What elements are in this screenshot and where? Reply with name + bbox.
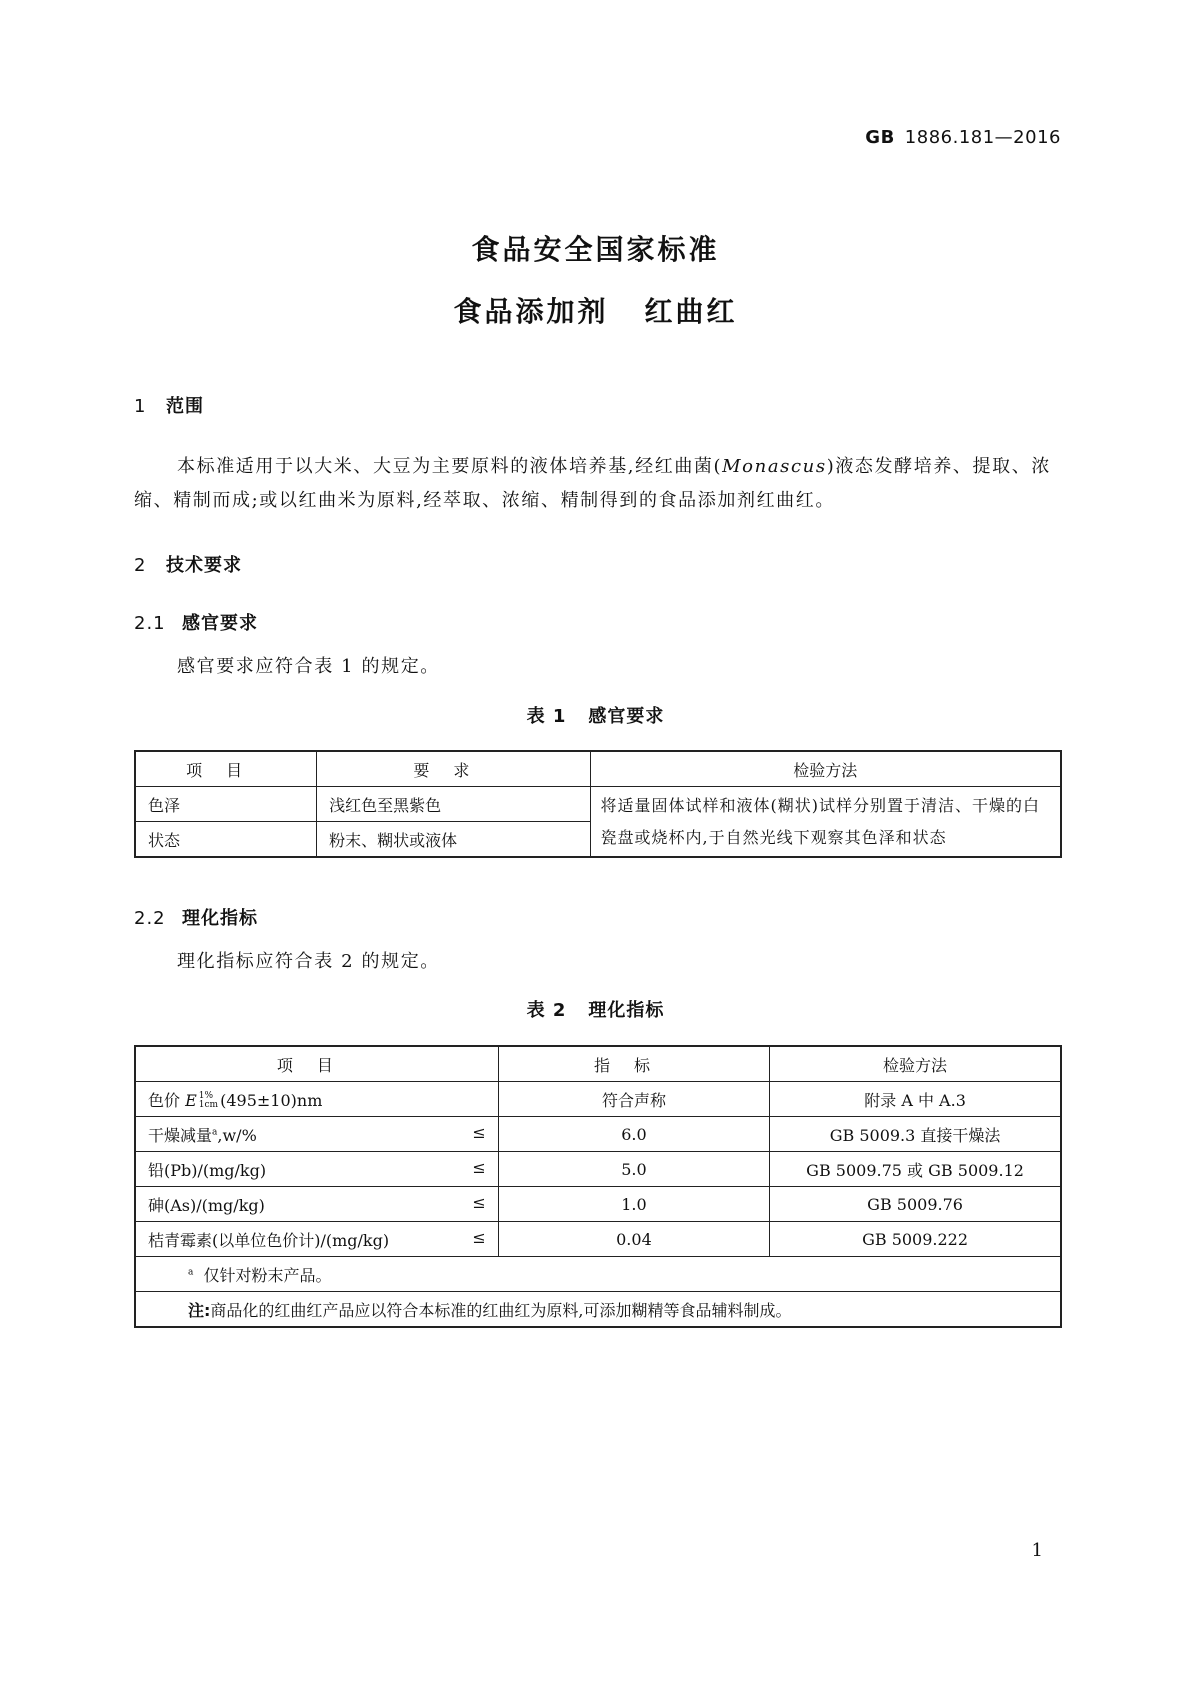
table-1-sensory	[134, 750, 1062, 858]
section-2-1-heading	[134, 609, 258, 635]
standard-code-number: 1886.181—2016	[904, 127, 1061, 148]
table-cell-value: 1.0	[498, 1187, 769, 1222]
table-row	[135, 1152, 1061, 1187]
table-2-caption: 表 2 理化指标	[526, 1000, 665, 1021]
table-cell-item: 色价 E 1% 1cm (495±10)nm	[135, 1082, 498, 1117]
section-2-2-heading	[134, 904, 258, 930]
table-row	[135, 1117, 1061, 1152]
table-2-header-row	[135, 1046, 1061, 1082]
less-equal-symbol: ≤	[472, 1228, 486, 1247]
table-1-caption: 表 1 感官要求	[526, 706, 665, 727]
document-subtitle	[0, 290, 1191, 330]
table-cell-value: 0.04	[498, 1222, 769, 1257]
table-cell-method: GB 5009.222	[770, 1222, 1061, 1257]
table-row	[135, 787, 1061, 822]
subtitle-part-b: 红曲红	[644, 295, 738, 328]
section-1-number: 1	[134, 396, 147, 417]
subtitle-part-a: 食品添加剂	[453, 295, 609, 328]
less-equal-symbol: ≤	[472, 1123, 486, 1142]
section-2-2-number: 2.2	[134, 908, 166, 929]
standard-code-prefix: GB	[865, 127, 895, 148]
section-2-1-title: 感官要求	[182, 613, 258, 634]
table-cell-requirement: 浅红色至黑紫色	[317, 787, 590, 822]
standard-code	[865, 127, 1061, 148]
table-cell-value: 6.0	[498, 1117, 769, 1152]
table-2-header-index: 指标	[498, 1046, 769, 1082]
table-cell-value: 符合声称	[498, 1082, 769, 1117]
less-equal-symbol: ≤	[472, 1193, 486, 1212]
table-2-footnote: $^a$ 仅针对粉末产品。	[135, 1257, 1061, 1292]
table-1-header-method: 检验方法	[590, 751, 1061, 787]
page-number: 1	[1031, 1540, 1043, 1561]
table-cell-item: 色泽	[135, 787, 317, 822]
table-cell-method: GB 5009.75 或 GB 5009.12	[770, 1152, 1061, 1187]
section-1-heading	[134, 392, 204, 418]
table-cell-value: 5.0	[498, 1152, 769, 1187]
table-cell-method: GB 5009.3 直接干燥法	[770, 1117, 1061, 1152]
section-1-paragraph: 本标准适用于以大米、大豆为主要原料的液体培养基,经红曲菌(Monascus)液态发酵培养、提取、浓缩、精制而成;或以红曲米为原料,经萃取、浓缩、精制得到的食品添加剂红曲红。	[134, 456, 1051, 511]
table-row	[135, 1082, 1061, 1117]
table-1-header-row	[135, 751, 1061, 787]
section-2-1-number: 2.1	[134, 613, 166, 634]
table-cell-item: 干燥减量$^a$,w/% ≤	[135, 1117, 498, 1152]
section-2-2-title: 理化指标	[182, 908, 258, 929]
section-2-number: 2	[134, 555, 147, 576]
table-2-note: 注:商品化的红曲红产品应以符合本标准的红曲红为原料,可添加糊精等食品辅料制成。	[135, 1292, 1061, 1328]
table-cell-item: 桔青霉素(以单位色价计)/(mg/kg) ≤	[135, 1222, 498, 1257]
less-equal-symbol: ≤	[472, 1158, 486, 1177]
table-cell-method: 附录 A 中 A.3	[770, 1082, 1061, 1117]
table-2-footnote-row	[135, 1257, 1061, 1292]
table-2-physicochemical	[134, 1045, 1062, 1328]
table-cell-item: 砷(As)/(mg/kg) ≤	[135, 1187, 498, 1222]
table-2-note-row	[135, 1292, 1061, 1328]
table-cell-method: 将适量固体试样和液体(糊状)试样分别置于清洁、干燥的白瓷盘或烧杯内,于自然光线下观察其色泽和状态	[590, 787, 1061, 858]
table-2-header-method: 检验方法	[770, 1046, 1061, 1082]
table-cell-requirement: 粉末、糊状或液体	[317, 822, 590, 858]
document-title: 食品安全国家标准	[471, 233, 720, 266]
section-2-1-paragraph: 感官要求应符合表 1 的规定。	[177, 656, 440, 677]
table-cell-item: 状态	[135, 822, 317, 858]
table-1-header-requirement: 要求	[317, 751, 590, 787]
table-cell-method: GB 5009.76	[770, 1187, 1061, 1222]
table-row	[135, 1222, 1061, 1257]
section-2-title: 技术要求	[166, 555, 242, 576]
section-2-heading	[134, 551, 242, 577]
section-1-title: 范围	[166, 396, 204, 417]
monascus-term: Monascus	[722, 456, 827, 477]
table-cell-item: 铅(Pb)/(mg/kg) ≤	[135, 1152, 498, 1187]
table-1-header-item: 项目	[135, 751, 317, 787]
section-2-2-paragraph: 理化指标应符合表 2 的规定。	[177, 951, 440, 972]
table-row	[135, 1187, 1061, 1222]
table-2-header-item: 项目	[135, 1046, 498, 1082]
